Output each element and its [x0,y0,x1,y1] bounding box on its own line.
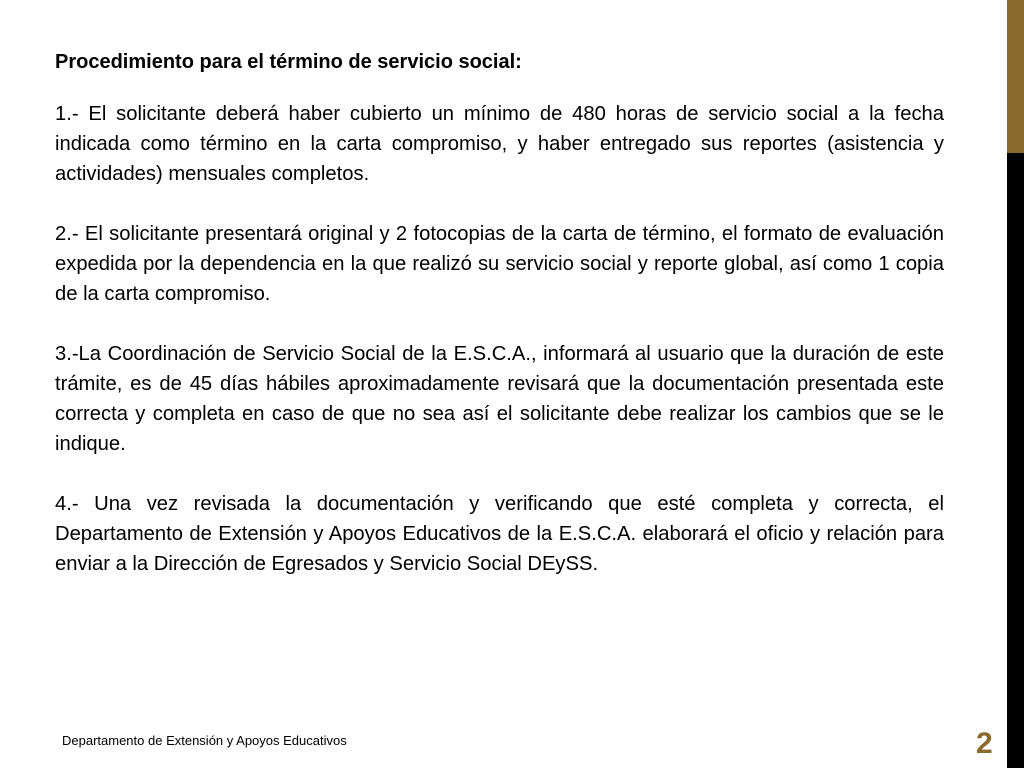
slide-heading: Procedimiento para el término de servicio social: [55,51,522,73]
paragraph-3: 3.-La Coordinación de Servicio Social de la E.S.C.A., informará al usuario que la duración de este trámite, es de 45 días hábiles aproximadamente revisará que la documentación presentada este correcta y completa en caso de que no sea así el solicitante debe realizar los cambios que se le indique. [55,343,944,455]
footer-department: Departamento de Extensión y Apoyos Educativos [62,733,347,748]
accent-bar-gold [1007,0,1024,153]
paragraph-1: 1.- El solicitante deberá haber cubierto un mínimo de 480 horas de servicio social a la fecha indicada como término en la carta compromiso, y haber entregado sus reportes (asistencia y actividades) mensuales completos. [55,103,944,185]
page-number: 2 [976,727,993,760]
paragraph-2: 2.- El solicitante presentará original y 2 fotocopias de la carta de término, el formato de evaluación expedida por la dependencia en la que realizó su servicio social y reporte global, así como 1 copia de la carta compromiso. [55,223,944,305]
accent-bar-black [1007,153,1024,768]
paragraph-4: 4.- Una vez revisada la documentación y verificando que esté completa y correcta, el Departamento de Extensión y Apoyos Educativos de la E.S.C.A. elaborará el oficio y relación para enviar a la Dirección de Egresados y Servicio Social DEySS. [55,493,944,575]
slide-content [55,47,944,609]
